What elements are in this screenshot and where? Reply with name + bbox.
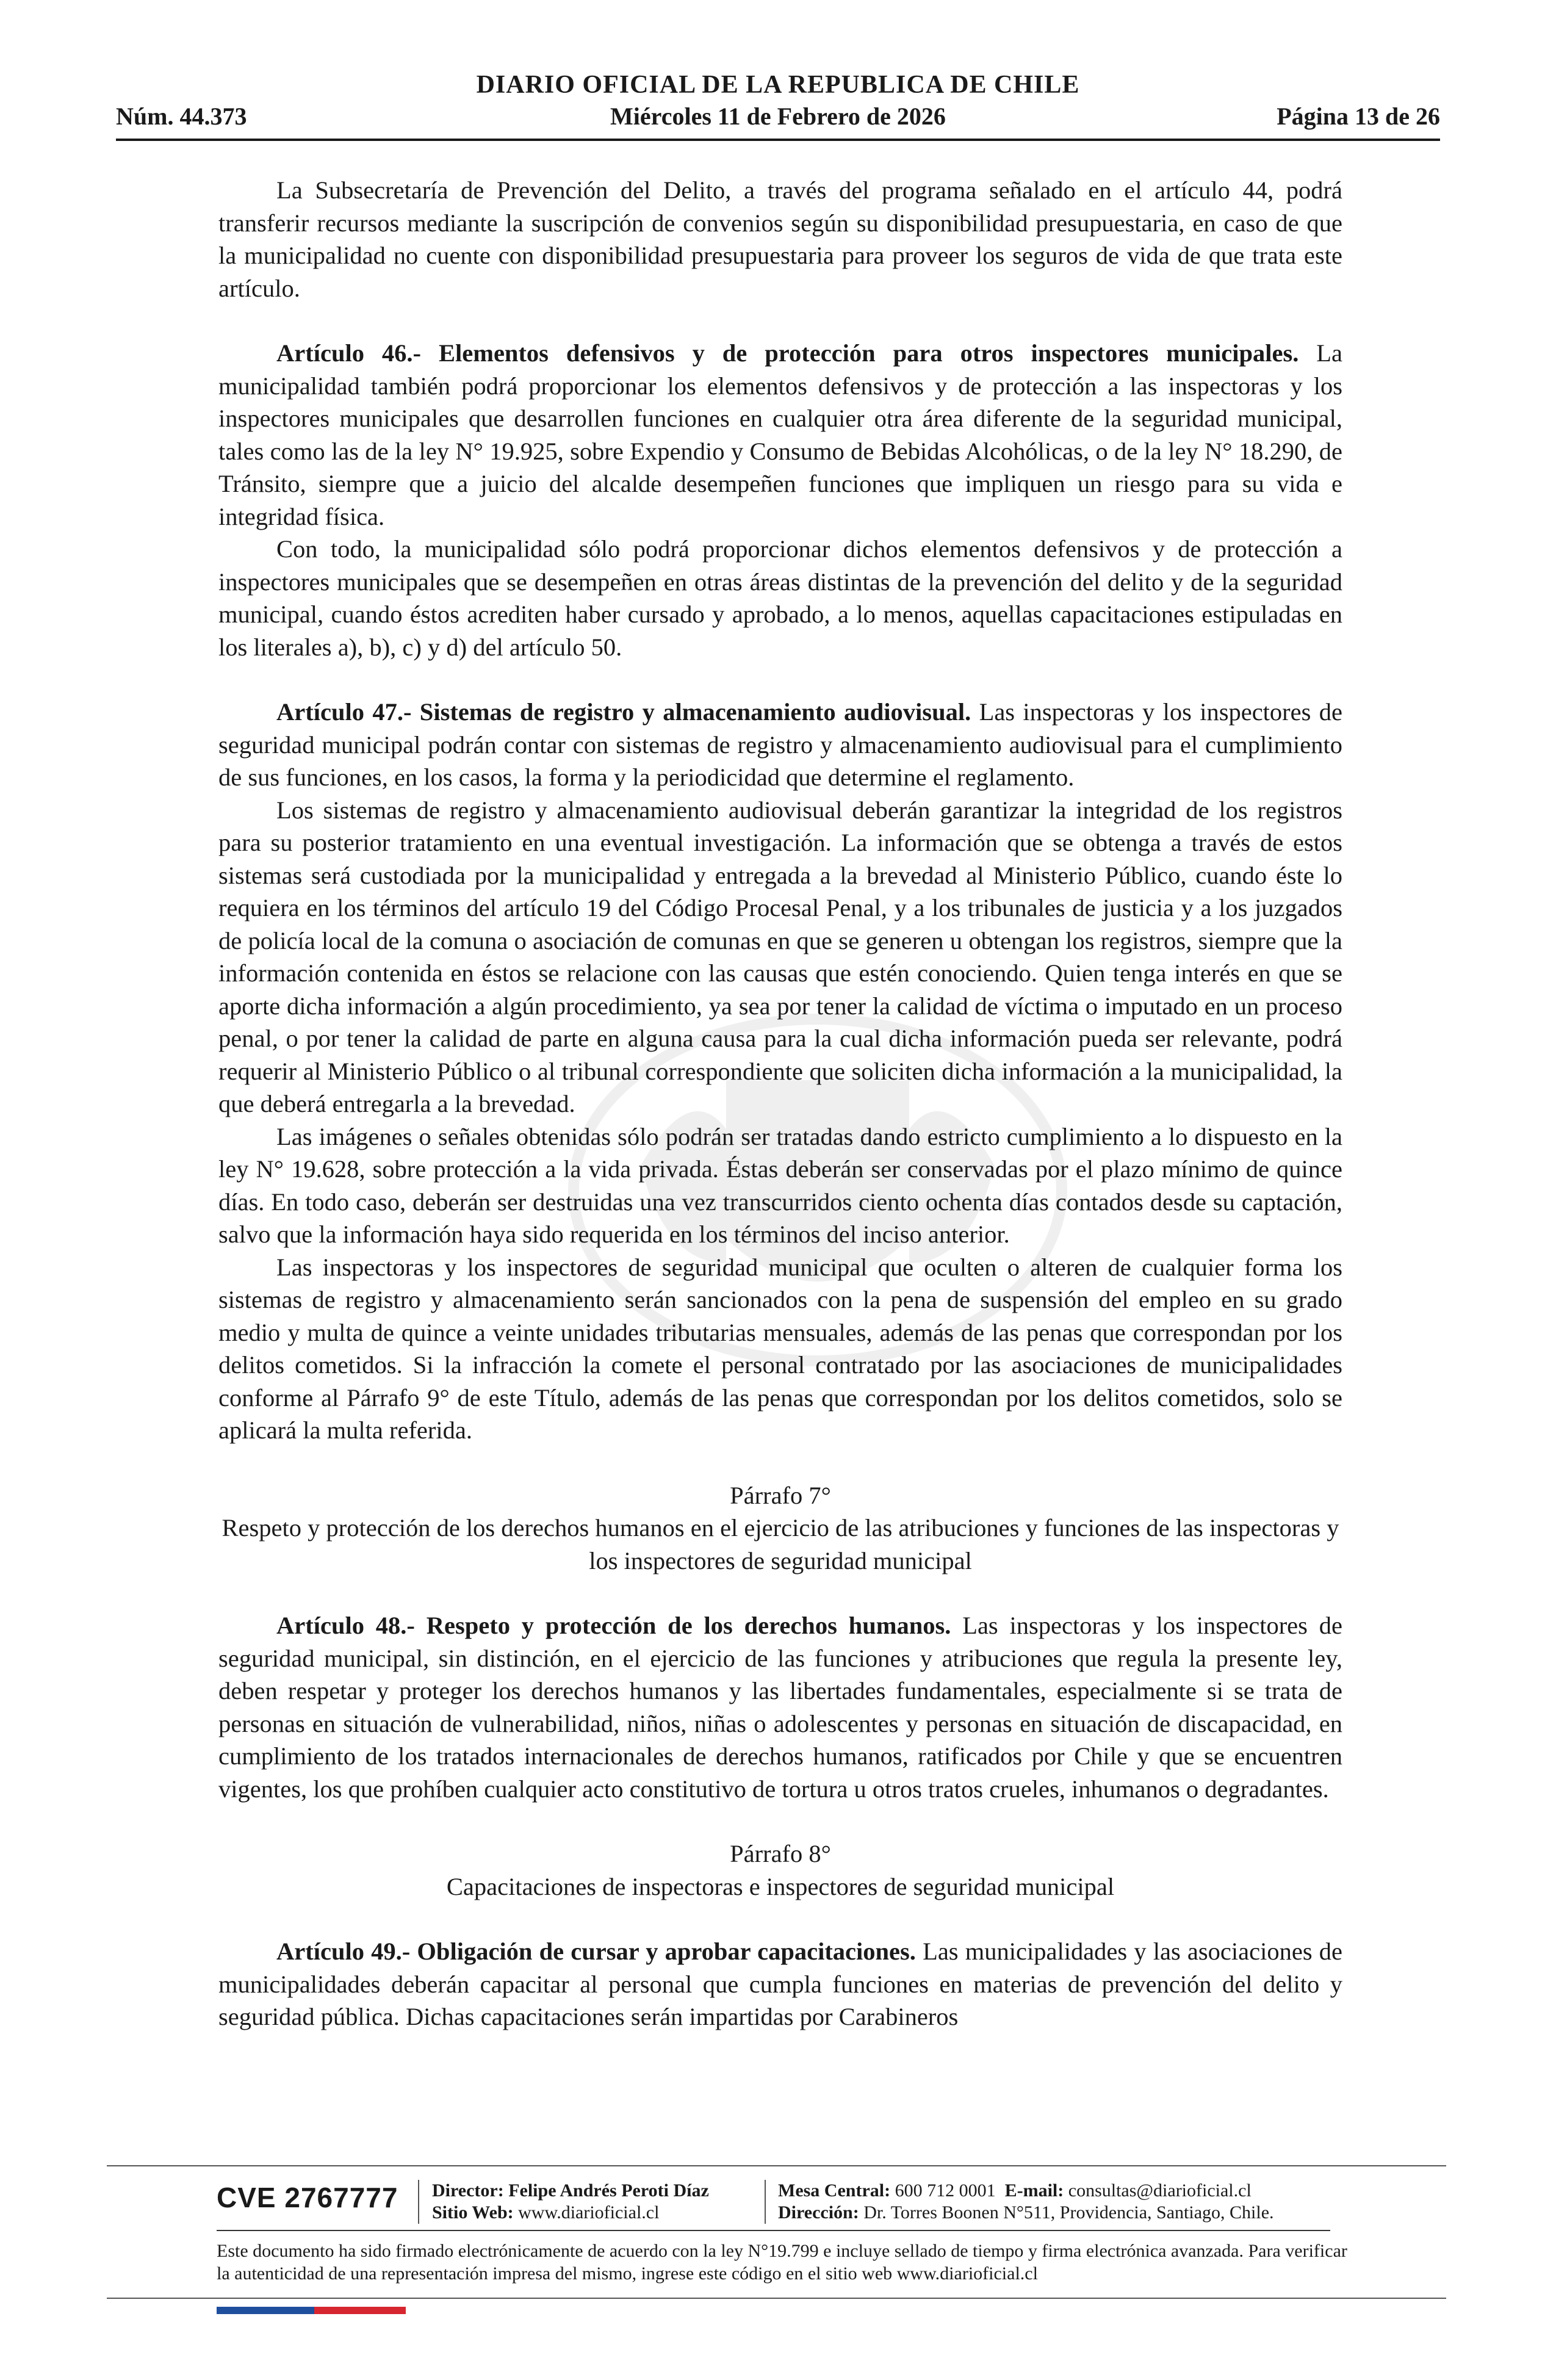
address-label: Dirección:: [778, 2202, 859, 2223]
header-divider: [116, 139, 1440, 141]
article-46: [218, 337, 1342, 533]
signature-note: Este documento ha sido firmado electrónicamente de acuerdo con la ley N°19.799 e incluye sellado de tiempo y firma electrónica avanzada. Para verificar la autenticidad de una representación impresa del mismo, ingrese este código en el sitio web www.diarioficial.cl: [217, 2241, 1347, 2284]
article-title: Artículo 48.- Respeto y protección de los derechos humanos.: [276, 1612, 951, 1639]
article-text: Las inspectoras y los inspectores de seguridad municipal, sin distinción, en el ejercicio de las funciones y atribuciones que regula la presente ley, deben respetar y proteger los derechos humanos y las libertades fundamentales, especialmente si se trata de personas en situación de vulnerabilidad, niños, niñas o adolescentes y personas en situación de discapacidad, en cumplimiento de los tratados internacionales de derechos humanos, ratificados por Chile y que se encuentren vigentes, los que prohíben cualquier acto constitutivo de tortura u otros tratos crueles, inhumanos o degradantes.: [218, 1612, 1342, 1803]
paragraph: Los sistemas de registro y almacenamiento audiovisual deberán garantizar la integridad de los registros para su posterior tratamiento en una eventual investigación. La información que se obtenga a través de estos sistemas será custodiada por la municipalidad y entregada a la brevedad al Ministerio Público, cuando éste lo requiera en los términos del artículo 19 del Código Procesal Penal, y a los tribunales de justicia y a los juzgados de policía local de la comuna o asociación de comunas en que se generen u obtengan los registros, siempre que la información contenida en éstos se relacione con las causas que estén conociendo. Quien tenga interés en que se aporte dicha información a algún procedimiento, ya sea por tener la calidad de víctima o imputado en un proceso penal, o por tener la calidad de parte en alguna causa para la cual dicha información pueda ser relevante, podrá requerir al Ministerio Público o al tribunal correspondiente que soliciten dicha información a la municipalidad, la que deberá entregarla a la brevedad.: [218, 796, 1342, 1117]
flag-bar-blue: [217, 2307, 314, 2314]
paragraph: Las imágenes o señales obtenidas sólo podrán ser tratadas dando estricto cumplimiento a lo dispuesto en la ley N° 19.628, sobre protección a la vida privada. Éstas deberán ser conservadas por el plazo mínimo de quince días. En todo caso, deberán ser destruidas una vez transcurridos ciento ochenta días contados desde su captación, salvo que la información haya sido requerida en los términos del inciso anterior.: [218, 1122, 1342, 1248]
footer-director-info: [432, 2180, 709, 2224]
footer-divider: [107, 2165, 1446, 2166]
section-heading-parrafo-8: Párrafo 8°: [730, 1840, 831, 1867]
flag-bar-red: [314, 2307, 406, 2314]
web-link[interactable]: www.diarioficial.cl: [518, 2202, 660, 2223]
page-header: [116, 70, 1440, 146]
issue-date: Miércoles 11 de Febrero de 2026: [610, 103, 946, 130]
cve-code: CVE 2767777: [217, 2182, 398, 2213]
section-heading-parrafo-7: Párrafo 7°: [730, 1481, 831, 1509]
paragraph: Las inspectoras y los inspectores de seguridad municipal que oculten o alteren de cualquier forma los sistemas de registro y almacenamiento serán sancionados con la pena de suspensión del empleo en su grado medio y multa de quince a veinte unidades tributarias mensuales, además de las penas que correspondan por los delitos cometidos. Si la infracción la comete el personal contratado por las asociaciones de municipalidades conforme al Párrafo 9° de este Título, además de las penas que correspondan por los delitos cometidos, solo se aplicará la multa referida.: [218, 1253, 1342, 1444]
email-link[interactable]: consultas@diarioficial.cl: [1068, 2180, 1252, 2201]
address-value: Dr. Torres Boonen N°511, Providencia, Santiago, Chile.: [863, 2202, 1274, 2223]
article-49: [218, 1935, 1342, 2033]
issue-number: Núm. 44.373: [116, 103, 247, 130]
footer-separator: [418, 2180, 419, 2224]
article-title: Artículo 47.- Sistemas de registro y almacenamiento audiovisual.: [276, 698, 971, 726]
article-title: Artículo 49.- Obligación de cursar y aprobar capacitaciones.: [276, 1938, 916, 1965]
footer-separator: [765, 2180, 766, 2224]
footer-divider: [107, 2298, 1446, 2299]
article-48: [218, 1609, 1342, 1805]
article-47: [218, 696, 1342, 794]
page-number: Página 13 de 26: [1277, 103, 1440, 130]
web-label: Sitio Web:: [432, 2202, 514, 2223]
director-label: Director:: [432, 2180, 504, 2201]
email-label: E-mail:: [1004, 2180, 1064, 2201]
footer-divider: [217, 2230, 1330, 2231]
document-body: [218, 174, 1342, 2033]
mesa-label: Mesa Central:: [778, 2180, 891, 2201]
article-title: Artículo 46.- Elementos defensivos y de protección para otros inspectores municipales.: [276, 339, 1299, 367]
director-name: Felipe Andrés Peroti Díaz: [508, 2180, 709, 2201]
article-text: La municipalidad también podrá proporcionar los elementos defensivos y de protección a las inspectoras y los inspectores municipales que desarrollen funciones en cualquier otra área diferente de la seguridad municipal, tales como las de la ley N° 19.925, sobre Expendio y Consumo de Bebidas Alcohólicas, o de la ley N° 18.290, de Tránsito, siempre que a juicio del alcalde desempeñen funciones que impliquen un riesgo para su vida e integridad física.: [218, 339, 1343, 530]
mesa-phone: 600 712 0001: [895, 2180, 996, 2201]
section-title-parrafo-7: Respeto y protección de los derechos humanos en el ejercicio de las atribuciones y funciones de las inspectoras y los inspectores de seguridad municipal: [222, 1514, 1339, 1574]
publication-title: DIARIO OFICIAL DE LA REPUBLICA DE CHILE: [476, 71, 1080, 99]
paragraph: Con todo, la municipalidad sólo podrá proporcionar dichos elementos defensivos y de protección a inspectores municipales que se desempeñen en otras áreas distintas de la prevención del delito y de la seguridad municipal, cuando éstos acrediten haber cursado y aprobado, a lo menos, aquellas capacitaciones estipuladas en los literales a), b), c) y d) del artículo 50.: [218, 535, 1342, 661]
paragraph: La Subsecretaría de Prevención del Delito, a través del programa señalado en el artículo 44, podrá transferir recursos mediante la suscripción de convenios según su disponibilidad presupuestaria, en caso de que la municipalidad no cuente con disponibilidad presupuestaria para proveer los seguros de vida de que trata este artículo.: [218, 176, 1342, 302]
article-text: Las municipalidades y las asociaciones de municipalidades deberán capacitar al personal que cumpla funciones en materias de prevención del delito y seguridad pública. Dichas capacitaciones serán impartidas por Carabineros: [218, 1938, 1342, 2030]
section-title-parrafo-8: Capacitaciones de inspectoras e inspectores de seguridad municipal: [446, 1872, 1115, 1900]
article-text: Las inspectoras y los inspectores de seguridad municipal podrán contar con sistemas de registro y almacenamiento audiovisual para el cumplimiento de sus funciones, en los casos, la forma y la periodicidad que determine el reglamento.: [218, 698, 1342, 791]
footer-contact-info: [778, 2180, 1274, 2224]
